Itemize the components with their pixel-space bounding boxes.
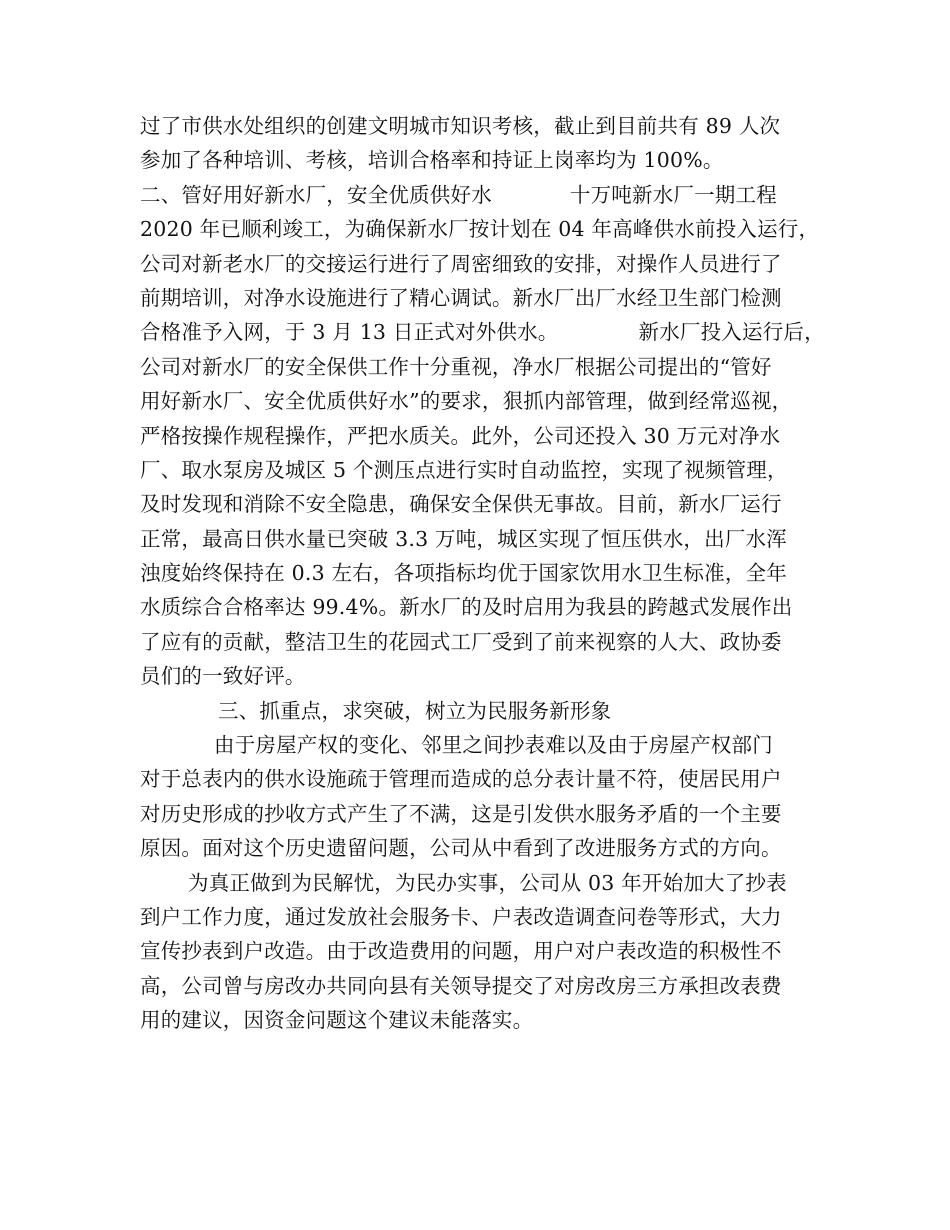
text-segment: 合格准予入网，于 3 月 13 日正式对外供水。 <box>140 320 559 345</box>
text-line: 了应有的贡献，整洁卫生的花园式工厂受到了前来视察的人大、政协委 <box>140 629 782 654</box>
text-line: 对于总表内的供水设施疏于管理而造成的总分表计量不符，使居民用户 <box>140 767 782 792</box>
text-line: 对历史形成的抄收方式产生了不满，这是引发供水服务矛盾的一个主要 <box>140 801 782 826</box>
text-line: 水质综合合格率达 99.4%。新水厂的及时启用为我县的跨越式发展作出 <box>140 595 793 620</box>
text-line: 原因。面对这个历史遗留问题，公司从中看到了改进服务方式的方向。 <box>140 836 782 861</box>
text-segment: 十万吨新水厂一期工程 <box>569 182 777 207</box>
text-line: 过了市供水处组织的创建文明城市知识考核，截止到目前共有 89 人次 <box>140 114 781 138</box>
text-line: 前期培训，对净水设施进行了精心调试。新水厂出厂水经卫生部门检测 <box>140 285 782 310</box>
text-segment: 新水厂投入运行后， <box>638 320 825 345</box>
text-line: 参加了各种培训、考核，培训合格率和持证上岗率均为 100%。 <box>140 148 724 173</box>
text-line: 浊度始终保持在 0.3 左右，各项指标均优于国家饮用水卫生标准，全年 <box>140 561 787 586</box>
text-line <box>140 315 830 349</box>
text-line: 高，公司曾与房改办共同向县有关领导提交了对房改房三方承担改表费 <box>140 973 782 998</box>
text-line: 用的建议，因资金问题这个建议未能落实。 <box>140 1008 534 1033</box>
section-heading-2: 二、管好用好新水厂，安全优质供好水 <box>140 182 492 207</box>
text-line: 厂、取水泵房及城区 5 个测压点进行实时自动监控，实现了视频管理， <box>140 457 788 482</box>
text-line: 正常，最高日供水量已突破 3.3 万吨，城区实现了恒压供水，出厂水浑 <box>140 526 787 551</box>
text-line: 到户工作力度，通过发放社会服务卡、户表改造调查问卷等形式，大力 <box>140 904 782 929</box>
text-line: 员们的一致好评。 <box>140 664 306 689</box>
text-line: 由于房屋产权的变化、邻里之间抄表难以及由于房屋产权部门 <box>214 733 773 758</box>
text-line: 为真正做到为民解忧，为民办实事，公司从 03 年开始加大了抄表 <box>188 870 787 895</box>
body-text <box>140 109 830 1038</box>
text-line <box>140 178 830 212</box>
text-line: 宣传抄表到户改造。由于改造费用的问题，用户对户表改造的积极性不 <box>140 939 782 964</box>
text-line: 严格按操作规程操作，严把水质关。此外，公司还投入 30 万元对净水 <box>140 423 781 448</box>
text-line: 2020 年已顺利竣工，为确保新水厂按计划在 04 年高峰供水前投入运行， <box>140 217 820 242</box>
section-heading-3: 三、抓重点，求突破，树立为民服务新形象 <box>218 698 612 723</box>
text-line: 公司对新老水厂的交接运行进行了周密细致的安排，对操作人员进行了 <box>140 251 782 276</box>
text-line: 及时发现和消除不安全隐患，确保安全保供无事故。目前，新水厂运行 <box>140 492 782 517</box>
text-line: 公司对新水厂的安全保供工作十分重视，净水厂根据公司提出的“管好 <box>140 354 772 379</box>
text-line: 用好新水厂、安全优质供好水”的要求，狠抓内部管理，做到经常巡视， <box>140 389 793 414</box>
